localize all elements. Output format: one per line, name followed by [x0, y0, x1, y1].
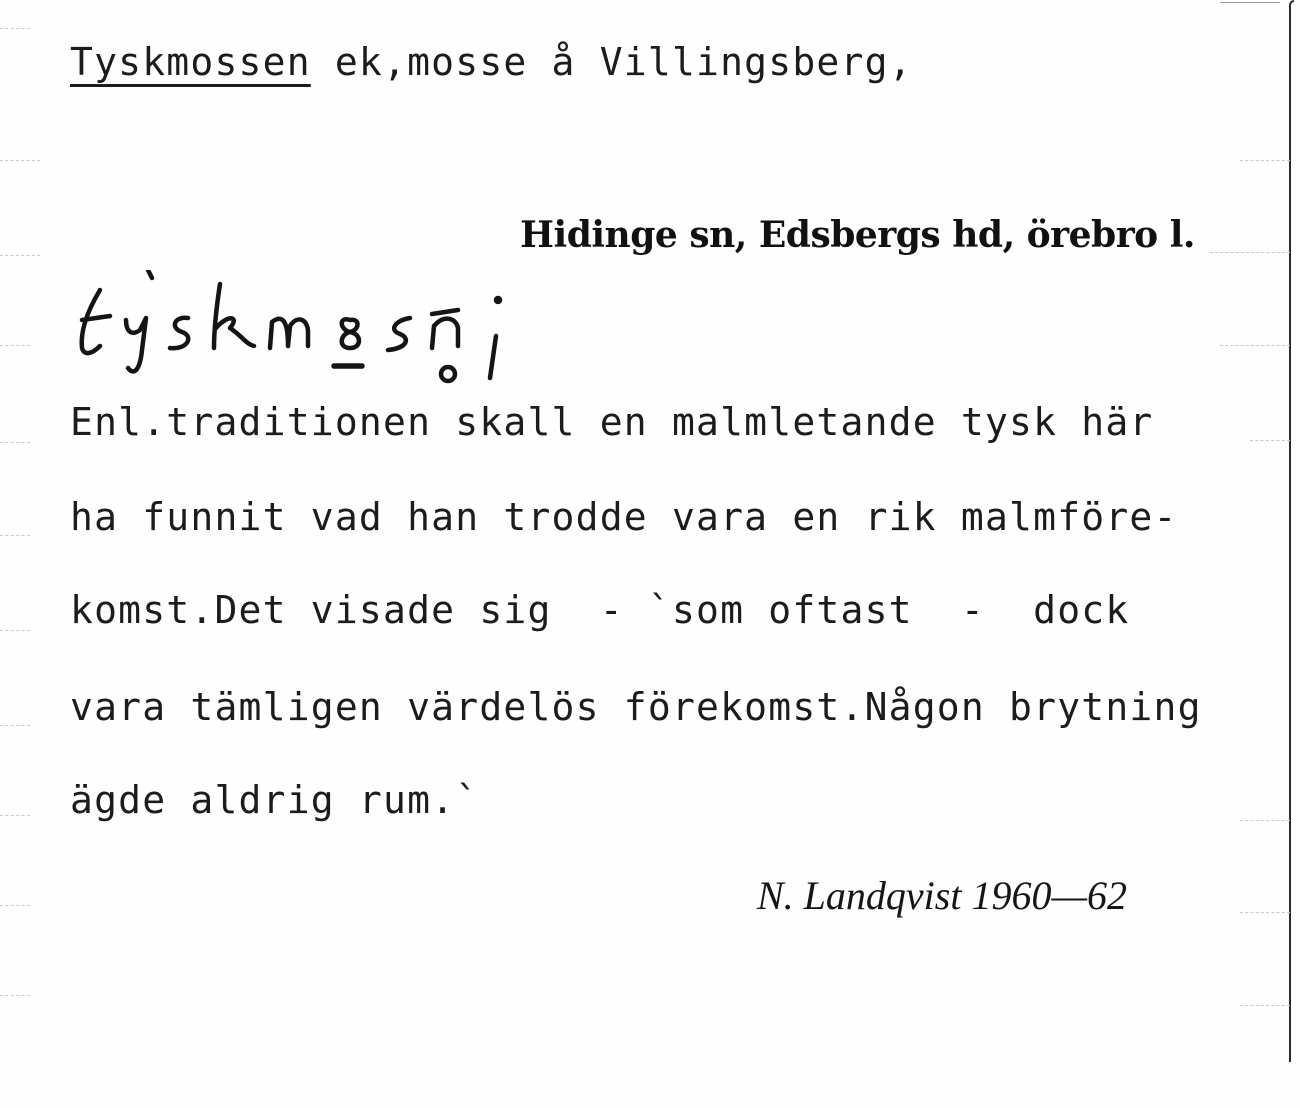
margin-tick [1240, 160, 1290, 161]
body-line-5: ägde aldrig rum.` [70, 778, 480, 822]
headword: Tyskmossen [70, 40, 311, 84]
body-line-3: komst.Det visade sig - `som oftast - dock [70, 588, 1130, 632]
margin-tick [0, 442, 30, 443]
margin-tick [0, 630, 30, 631]
card-top-edge [1220, 2, 1280, 4]
margin-tick [1240, 912, 1290, 913]
body-line-4: vara tämligen värdelös förekomst.Någon brytning [70, 685, 1202, 729]
margin-tick [0, 160, 40, 161]
margin-tick [0, 815, 30, 816]
margin-tick [1240, 820, 1290, 821]
title-line [70, 40, 913, 84]
body-line-2: ha funnit vad han trodde vara en rik malmföre- [70, 495, 1178, 539]
margin-tick [0, 28, 30, 29]
location-stamp: Hidinge sn, Edsbergs hd, örebro l. [520, 214, 1195, 256]
margin-tick [1210, 252, 1290, 253]
margin-tick [0, 535, 30, 536]
title-description: ek,mosse å Villingsberg, [310, 40, 913, 84]
margin-tick [1240, 1005, 1290, 1006]
margin-tick [0, 905, 30, 906]
collector-signature: N. Landqvist 1960—62 [757, 873, 1128, 918]
margin-tick [0, 345, 30, 346]
margin-tick [0, 995, 30, 996]
phonetic-handwriting [70, 270, 590, 390]
body-line-1: Enl.traditionen skall en malmletande tysk här [70, 400, 1154, 444]
margin-tick [1220, 345, 1290, 346]
margin-tick [1250, 440, 1290, 441]
margin-tick [0, 255, 40, 256]
margin-tick [0, 725, 30, 726]
